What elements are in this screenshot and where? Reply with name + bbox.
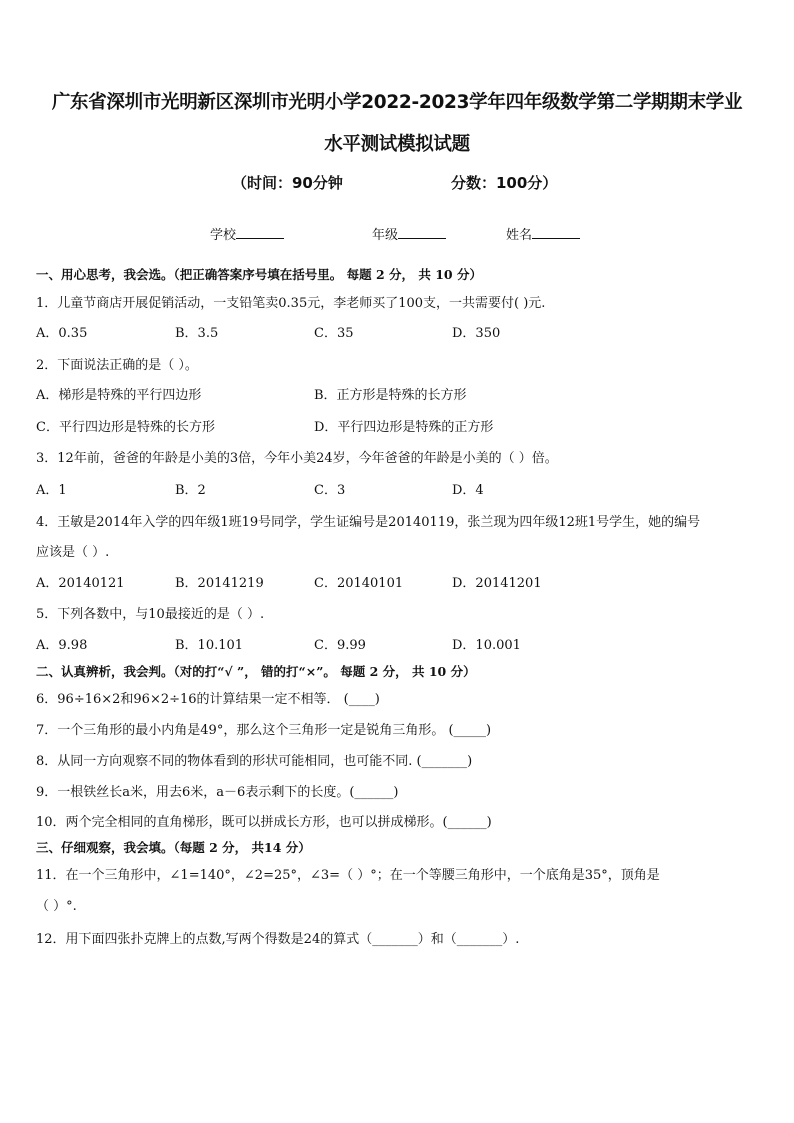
question-7: 7．一个三角形的最小内角是49°，那么这个三角形一定是锐角三角形。 (_____): [36, 723, 492, 738]
name-field: [506, 224, 580, 243]
question-3: 3．12年前，爸爸的年龄是小美的3倍，今年小美24岁，今年爸爸的年龄是小美的（ ）倍。: [36, 451, 558, 466]
school-label: 学校: [210, 228, 237, 243]
question-11: 11．在一个三角形中，∠1=140°，∠2=25°，∠3=（ ）°；在一个等腰三角形中，一个底角是35°，顶角是: [36, 868, 660, 883]
q5-option-c: C．9.99: [314, 638, 366, 653]
question-6: 6．96÷16×2和96×2÷16的计算结果一定不相等． (____): [36, 692, 380, 707]
grade-field: [372, 224, 446, 243]
q1-option-d: D．350: [452, 326, 501, 341]
q5-option-b: B．10.101: [175, 638, 244, 653]
section1-heading: 一、用心思考，我会选。（把正确答案序号填在括号里。 每题 2 分， 共 10 分）: [36, 267, 482, 282]
q2-option-d: D．平行四边形是特殊的正方形: [314, 420, 494, 435]
q2-option-c: C．平行四边形是特殊的长方形: [36, 420, 215, 435]
q5-option-d: D．10.001: [452, 638, 521, 653]
exam-title-line1: 广东省深圳市光明新区深圳市光明小学2022-2023学年四年级数学第二学期期末学业: [51, 92, 743, 113]
exam-time: （时间：90分钟: [232, 174, 343, 192]
q4-option-c: C．20140101: [314, 576, 404, 591]
q4-option-d: D．20141201: [452, 576, 542, 591]
q3-option-b: B．2: [175, 483, 206, 498]
q3-option-c: C．3: [314, 483, 346, 498]
question-5: 5．下列各数中，与10最接近的是（ ）.: [36, 607, 265, 622]
question-9: 9．一根铁丝长a米，用去6米，a－6表示剩下的长度。(______): [36, 785, 399, 800]
q1-option-b: B．3.5: [175, 326, 219, 341]
q2-option-b: B．正方形是特殊的长方形: [314, 388, 467, 403]
q1-option-c: C．35: [314, 326, 354, 341]
q4-option-a: A．20140121: [36, 576, 125, 591]
school-field: [210, 224, 284, 243]
question-1: 1．儿童节商店开展促销活动，一支铅笔卖0.35元，李老师买了100支，一共需要付( )元.: [36, 296, 546, 311]
grade-blank[interactable]: [398, 226, 446, 239]
q3-option-d: D．4: [452, 483, 484, 498]
question-8: 8．从同一方向观察不同的物体看到的形状可能相同，也可能不同. (_______): [36, 754, 473, 769]
question-4: 4．王敏是2014年入学的四年级1班19号同学，学生证编号是20140119，张兰现为四年级12班1号学生，她的编号: [36, 515, 701, 530]
q1-option-a: A．0.35: [36, 326, 88, 341]
q5-option-a: A．9.98: [36, 638, 88, 653]
question-4-cont: 应该是（ ）.: [36, 545, 110, 560]
section3-heading: 三、仔细观察，我会填。（每题 2 分， 共14 分）: [36, 840, 311, 855]
grade-label: 年级: [372, 228, 399, 243]
question-11-cont: （ ）°.: [36, 899, 77, 914]
exam-title-line2: 水平测试模拟试题: [324, 134, 470, 155]
question-10: 10．两个完全相同的直角梯形，既可以拼成长方形，也可以拼成梯形。(______): [36, 815, 492, 830]
q2-option-a: A．梯形是特殊的平行四边形: [36, 388, 202, 403]
name-blank[interactable]: [532, 226, 580, 239]
question-2: 2．下面说法正确的是（ ）。: [36, 358, 198, 373]
q4-option-b: B．20141219: [175, 576, 264, 591]
question-12: 12．用下面四张扑克牌上的点数,写两个得数是24的算式（_______）和（_______）.: [36, 932, 520, 947]
school-blank[interactable]: [236, 226, 284, 239]
exam-score: 分数：100分）: [451, 174, 558, 192]
q3-option-a: A．1: [36, 483, 67, 498]
section2-heading: 二、认真辨析，我会判。（对的打“√ ”， 错的打“×”。 每题 2 分， 共 10 分）: [36, 664, 476, 679]
name-label: 姓名: [506, 228, 533, 243]
